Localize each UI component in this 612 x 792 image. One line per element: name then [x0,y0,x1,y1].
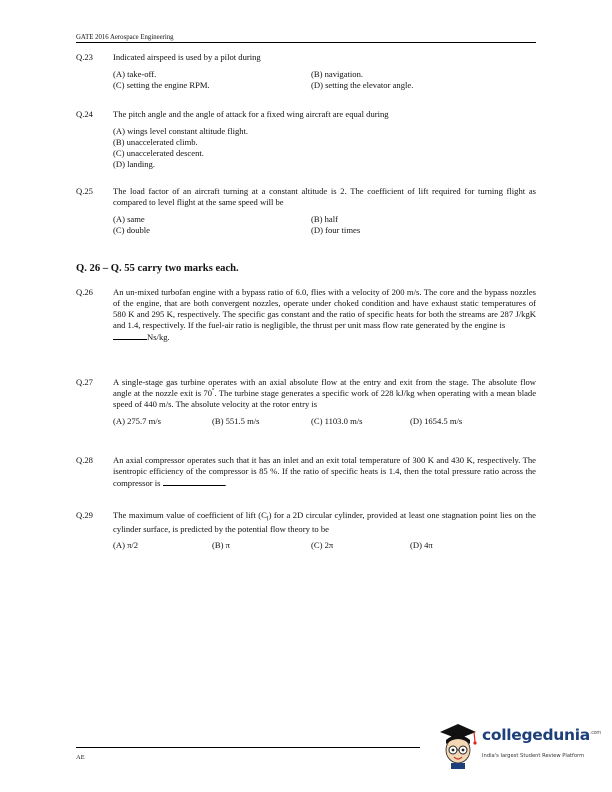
header-rule [76,42,536,43]
option-d: (D) setting the elevator angle. [311,80,414,90]
question-number: Q.23 [76,52,93,62]
subscript-l: l [266,516,269,523]
answer-unit: Ns/kg. [147,332,170,342]
question-number: Q.28 [76,455,93,465]
question-25 [76,186,536,236]
question-end: . [224,478,227,488]
option-c: (C) double [113,225,150,235]
question-text [113,455,536,489]
question-text-body: An un-mixed turbofan engine with a bypass ratio of 6.0, flies with a velocity of 200 m/s. The core and the bypass nozzles of the engine, that are both convergent nozzles, operate under choked condition and have exhaust static temperatures of 580 K and 295 K, respectively. The specific gas constant and the ratio of specific heats for both the streams are 287 J/kgK and 1.4, respectively. If the fuel-air ratio is negligible, the thrust per unit mass flow rate generated by the engine is [113,287,536,330]
logo-tagline: India's largest Student Review Platform [482,753,585,759]
page-header: GATE 2016 Aerospace Engineering [76,34,174,41]
question-number: Q.29 [76,510,93,520]
question-29 [76,509,536,553]
footer-rule [76,747,420,748]
collegedunia-logo [436,722,601,772]
question-text [113,377,536,410]
question-number: Q.27 [76,377,93,387]
question-text: The pitch angle and the angle of attack for a fixed wing aircraft are equal during [113,109,389,119]
question-text [113,509,536,536]
option-c: (C) unaccelerated descent. [113,148,204,158]
option-c: (C) 2π [311,540,334,550]
footer-paper-code: AE [76,754,85,761]
option-b: (B) half [311,214,338,224]
option-b: (B) unaccelerated climb. [113,137,198,147]
question-28 [76,455,536,489]
question-text: The load factor of an aircraft turning at a constant altitude is 2. The coefficient of lift required for turning flight as compared to level flight at the same speed will be [113,186,536,207]
question-text: Indicated airspeed is used by a pilot during [113,52,261,62]
question-text-part: . The turbine stage generates a specific work of 228 kJ/kg when operating with a mean blade speed of 440 m/s. The absolute velocity at the rotor entry is [113,388,537,409]
section-heading: Q. 26 – Q. 55 carry two marks each. [76,263,239,274]
option-d: (D) landing. [113,159,156,169]
option-c: (C) setting the engine RPM. [113,80,210,90]
question-text-part: A single-stage gas turbine operates with an axial absolute flow at the entry and exit from the stage. The absolute flow angle at the nozzle exit is 70 [113,377,536,398]
option-d: (D) four times [311,225,361,235]
option-b: (B) π [212,540,230,550]
option-a: (A) same [113,214,145,224]
logo-name: collegedunia [482,726,590,745]
question-number: Q.26 [76,287,93,297]
option-b: (B) navigation. [311,69,364,79]
option-c: (C) 1103.0 m/s [311,416,363,426]
question-26 [76,287,536,343]
graduate-mascot-icon [436,722,480,770]
question-number: Q.25 [76,186,93,196]
option-a: (A) take-off. [113,69,157,79]
option-a: (A) π/2 [113,540,139,550]
answer-blank [113,331,147,340]
logo-wordmark [482,726,601,745]
logo-domain: .com [589,730,601,736]
question-text-part: ) for a 2D circular cylinder, provided at least one stagnation point lies on the cylinder surface, is predicted by the potential flow theory to be [113,510,536,534]
question-27 [76,377,536,427]
question-text-part: The maximum value of coefficient of lift (C [113,510,267,520]
option-a: (A) wings level constant altitude flight. [113,126,249,136]
question-text-body: An axial compressor operates such that it has an inlet and an exit total temperature of 300 K and 430 K, respectively. The isentropic efficiency of the compressor is 85 %. If the ratio of specific heats is 1.4, then the total pressure ratio across the compressor is [113,455,536,488]
degree-symbol: ° [212,388,215,395]
question-text [113,287,536,343]
option-d: (D) 4π [410,540,433,550]
question-24 [76,109,536,170]
option-d: (D) 1654.5 m/s [410,416,463,426]
question-number: Q.24 [76,109,93,119]
option-b: (B) 551.5 m/s [212,416,260,426]
option-a: (A) 275.7 m/s [113,416,161,426]
answer-blank [163,477,225,486]
question-23 [76,52,536,91]
